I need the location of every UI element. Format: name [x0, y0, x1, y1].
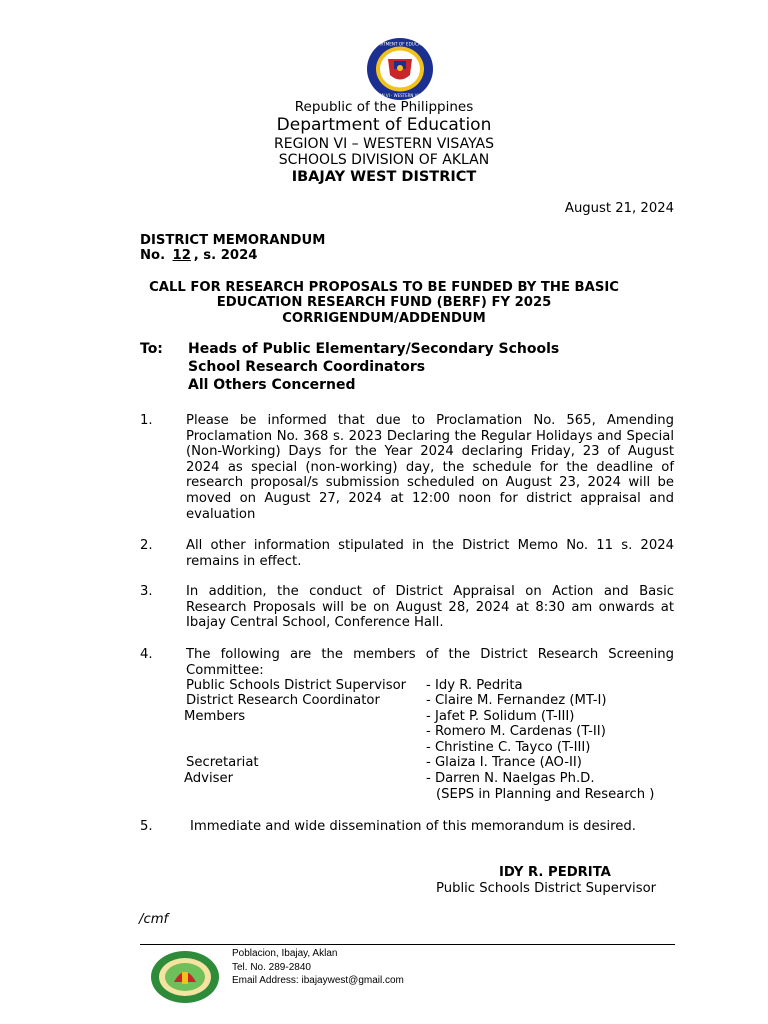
item-text: In addition, the conduct of District Appraisal on Action and Basic Research Proposals will be on August 28, 2024 at 8:30 am onwards at Ibajay Central School, Conference Hall. — [186, 584, 674, 631]
item-text: All other information stipulated in the District Memo No. 11 s. 2024 remains in effect. — [186, 538, 674, 569]
division-line: SCHOOLS DIVISION OF AKLAN — [278, 152, 490, 168]
seal-text-bottom: REGION VI · WESTERN VISAYAS — [368, 93, 432, 98]
district-line: IBAJAY WEST DISTRICT — [291, 169, 477, 185]
memo-no-value: 12 — [172, 248, 191, 263]
item-text: The following are the members of the District Research Screening Committee: — [186, 647, 674, 678]
memo-title-line3: CORRIGENDUM/ADDENDUM — [282, 311, 486, 326]
committee-name: - Christine C. Tayco (T-III) — [426, 740, 591, 755]
district-logo-icon — [150, 950, 220, 1004]
deped-seal-icon — [366, 37, 434, 101]
memo-date: August 21, 2024 — [564, 201, 674, 216]
republic-line: Republic of the Philippines — [294, 99, 474, 115]
memo-title-line2: EDUCATION RESEARCH FUND (BERF) FY 2025 — [216, 295, 552, 310]
memo-no-prefix: No. — [140, 248, 166, 263]
item-text: Please be informed that due to Proclamation No. 565, Amending Proclamation No. 368 s. 2023 Declaring the Regular Holidays and Special (Non-Working) Days for the Year 2024 declaring Friday, 23 of August 2024 as special (non-working) day, the schedule for the deadline of research proposal/s submission scheduled on August 23, 2024 will be moved on August 27, 2024 at 12:00 noon for district appraisal and evaluation — [186, 413, 674, 522]
memo-title-line1: CALL FOR RESEARCH PROPOSALS TO BE FUNDED BY THE BASIC — [149, 280, 619, 295]
committee-name: - Claire M. Fernandez (MT-I) — [426, 693, 607, 708]
footer-email: Email Address: ibajaywest@gmail.com — [232, 975, 404, 986]
committee-role: Public Schools District Supervisor — [186, 678, 407, 693]
memo-label: DISTRICT MEMORANDUM — [140, 233, 326, 248]
footer-address: Poblacion, Ibajay, Aklan — [232, 948, 338, 959]
recipient: All Others Concerned — [188, 377, 356, 393]
committee-role: Members — [184, 709, 246, 724]
committee-name: - Idy R. Pedrita — [426, 678, 523, 693]
item-number: 2. — [140, 538, 153, 553]
committee-role: Secretariat — [186, 755, 259, 770]
initials: /cmf — [139, 912, 169, 927]
footer-divider — [140, 944, 675, 945]
recipient: School Research Coordinators — [188, 359, 426, 375]
item-number: 4. — [140, 647, 153, 662]
recipient: Heads of Public Elementary/Secondary Schools — [188, 341, 560, 357]
signatory-title: Public Schools District Supervisor — [436, 881, 657, 896]
item-number: 5. — [140, 819, 153, 834]
item-text: Immediate and wide dissemination of this memorandum is desired. — [190, 819, 636, 834]
signatory-name: IDY R. PEDRITA — [499, 865, 611, 880]
committee-name: - Romero M. Cardenas (T-II) — [426, 724, 606, 739]
footer-tel: Tel. No. 289-2840 — [232, 962, 311, 973]
seal-text-top: DEPARTMENT OF EDUCATION — [369, 41, 431, 47]
item-number: 3. — [140, 584, 153, 599]
item-number: 1. — [140, 413, 153, 428]
region-line: REGION VI – WESTERN VISAYAS — [274, 136, 494, 152]
committee-name: - Jafet P. Solidum (T-III) — [426, 709, 575, 724]
department-line: Department of Education — [276, 115, 492, 135]
committee-role: District Research Coordinator — [186, 693, 380, 708]
to-label: To: — [140, 341, 163, 357]
committee-role: Adviser — [184, 771, 234, 786]
memo-no-suffix: , s. 2024 — [193, 248, 258, 263]
committee-name: - Darren N. Naelgas Ph.D. — [426, 771, 595, 786]
committee-name: - Glaiza I. Trance (AO-II) — [426, 755, 582, 770]
committee-name: (SEPS in Planning and Research ) — [436, 787, 655, 802]
memo-number — [140, 248, 257, 263]
